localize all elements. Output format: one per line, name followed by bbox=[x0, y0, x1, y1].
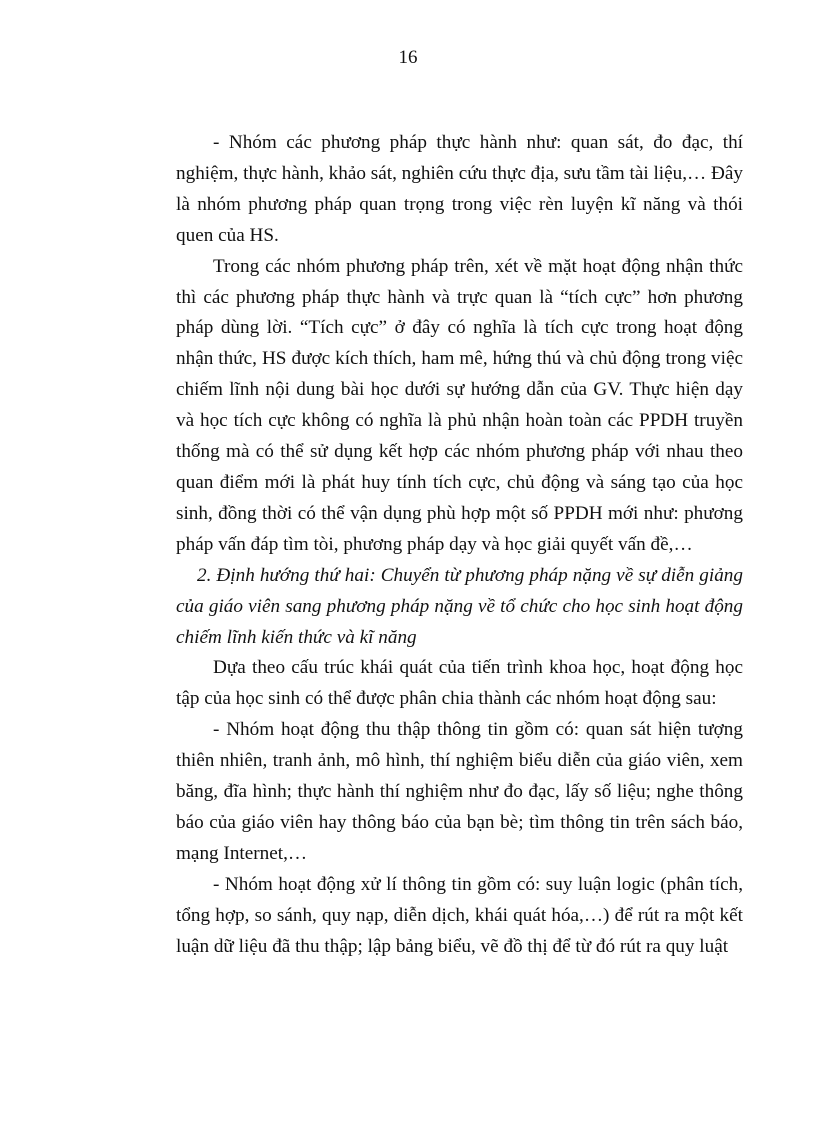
page-number: 16 bbox=[398, 47, 418, 68]
paragraph-information-gathering: - Nhóm hoạt động thu thập thông tin gồm có: quan sát hiện tượng thiên nhiên, tranh ảnh, mô hình, thí nghiệm biểu diễn của giáo viên, xem băng, đĩa hình; thực hành thí nghiệm như đo đạc, lấy số liệu; nghe thông báo của giáo viên hay thông báo của bạn bè; tìm thông tin trên sách báo, mạng Internet,… bbox=[176, 719, 743, 864]
paragraph-practical-methods: - Nhóm các phương pháp thực hành như: quan sát, đo đạc, thí nghiệm, thực hành, khảo sát, nghiên cứu thực địa, sưu tầm tài liệu,… Đây là nhóm phương pháp quan trọng trong việc rèn luyện kĩ năng và thói quen của HS. bbox=[176, 132, 743, 246]
document-body bbox=[176, 128, 743, 962]
paragraph-learning-activities: Dựa theo cấu trúc khái quát của tiến trình khoa học, hoạt động học tập của học sinh có thể được phân chia thành các nhóm hoạt động sau: bbox=[176, 657, 743, 710]
paragraph-information-processing: - Nhóm hoạt động xử lí thông tin gồm có: suy luận logic (phân tích, tổng hợp, so sánh, quy nạp, diễn dịch, khái quát hóa,…) để rút ra một kết luận dữ liệu đã thu thập; lập bảng biểu, vẽ đồ thị để từ đó rút ra quy luật bbox=[176, 873, 743, 957]
paragraph-active-methods: Trong các nhóm phương pháp trên, xét về mặt hoạt động nhận thức thì các phương pháp thực hành và trực quan là “tích cực” hơn phương pháp dùng lời. “Tích cực” ở đây có nghĩa là tích cực trong hoạt động nhận thức, HS được kích thích, ham mê, hứng thú và chủ động trong việc chiếm lĩnh nội dung bài học dưới sự hướng dẫn của GV. Thực hiện dạy và học tích cực không có nghĩa là phủ nhận hoàn toàn các PPDH truyền thống mà có thể sử dụng kết hợp các nhóm phương pháp với nhau theo quan điểm mới là phát huy tính tích cực, chủ động và sáng tạo của học sinh, đồng thời có thể vận dụng phù hợp một số PPDH mới như: phương pháp vấn đáp tìm tòi, phương pháp dạy và học giải quyết vấn đề,… bbox=[176, 255, 743, 555]
section-heading-orientation-2: 2. Định hướng thứ hai: Chuyển từ phương pháp nặng về sự diễn giảng của giáo viên sang phương pháp nặng về tổ chức cho học sinh hoạt động chiếm lĩnh kiến thức và kĩ năng bbox=[176, 564, 743, 648]
